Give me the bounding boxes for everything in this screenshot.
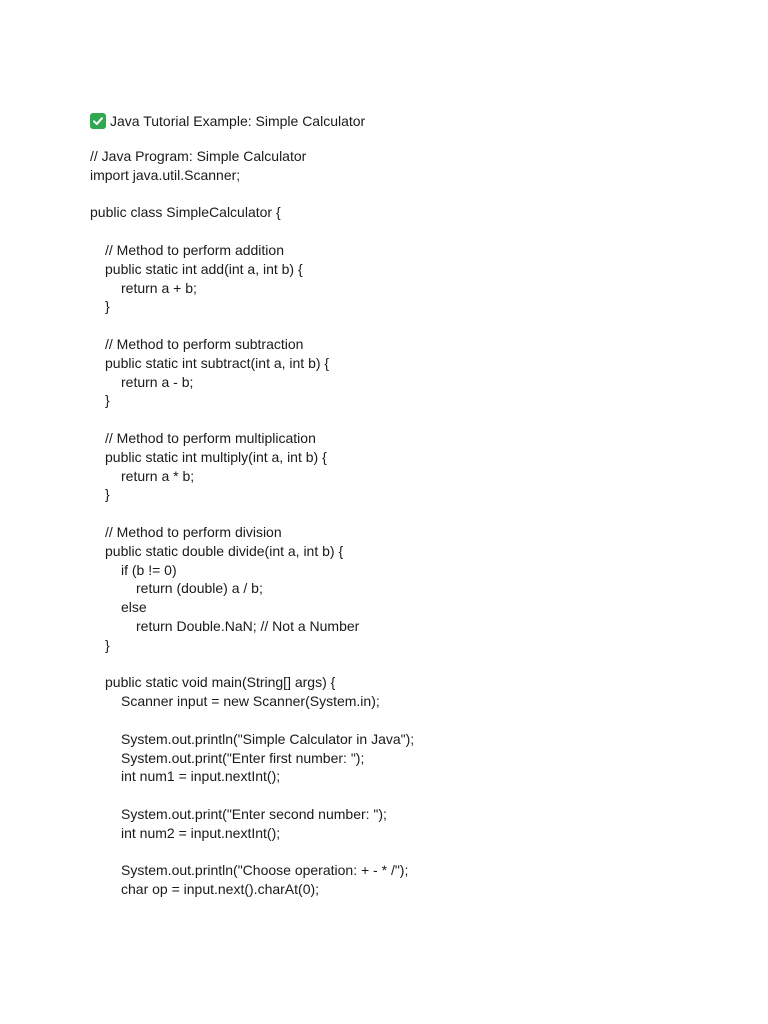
code-line: } <box>105 486 110 503</box>
code-line: // Java Program: Simple Calculator <box>90 148 307 164</box>
code-line: return a * b; <box>121 467 195 484</box>
code-line: } <box>105 298 110 315</box>
code-line: int num1 = input.nextInt(); <box>121 768 281 785</box>
document-title-row <box>90 110 730 132</box>
code-line: import java.util.Scanner; <box>90 166 241 183</box>
code-line: public class SimpleCalculator { <box>90 204 281 221</box>
check-mark-icon <box>90 113 106 129</box>
blank-line <box>90 410 730 429</box>
code-line: Scanner input = new Scanner(System.in); <box>121 693 380 710</box>
code-line: if (b != 0) <box>121 561 177 578</box>
code-line: public static int multiply(int a, int b) { <box>105 448 327 465</box>
document-title: Java Tutorial Example: Simple Calculator <box>110 113 366 129</box>
document-page <box>90 110 730 899</box>
code-line: char op = input.next().charAt(0); <box>121 881 320 898</box>
code-line: public static int add(int a, int b) { <box>105 260 303 277</box>
blank-line <box>90 711 730 730</box>
code-line: System.out.println("Simple Calculator in Java"); <box>121 730 415 747</box>
code-line: return a - b; <box>121 373 194 390</box>
blank-line <box>90 504 730 523</box>
blank-line <box>90 316 730 335</box>
code-line: public static double divide(int a, int b) { <box>105 542 344 559</box>
code-block <box>90 147 730 899</box>
code-line: } <box>105 392 110 409</box>
code-line: return Double.NaN; // Not a Number <box>136 617 360 634</box>
code-line: public static int subtract(int a, int b) { <box>105 354 330 371</box>
code-line: else <box>121 599 147 616</box>
code-line: return a + b; <box>121 279 197 296</box>
blank-line <box>90 222 730 241</box>
code-line: System.out.print("Enter first number: "); <box>121 749 365 766</box>
code-line: // Method to perform multiplication <box>105 429 316 446</box>
code-line: return (double) a / b; <box>136 580 263 597</box>
code-line: // Method to perform subtraction <box>105 335 304 352</box>
code-line: System.out.print("Enter second number: "); <box>121 805 387 822</box>
code-line: int num2 = input.nextInt(); <box>121 824 281 841</box>
blank-line <box>90 655 730 674</box>
blank-line <box>90 786 730 805</box>
code-line: public static void main(String[] args) { <box>105 674 336 691</box>
code-line: // Method to perform addition <box>105 241 284 258</box>
blank-line <box>90 842 730 861</box>
code-line: } <box>105 636 110 653</box>
blank-line <box>90 185 730 204</box>
code-line: // Method to perform division <box>105 523 282 540</box>
code-line: System.out.println("Choose operation: + - * /"); <box>121 862 409 879</box>
